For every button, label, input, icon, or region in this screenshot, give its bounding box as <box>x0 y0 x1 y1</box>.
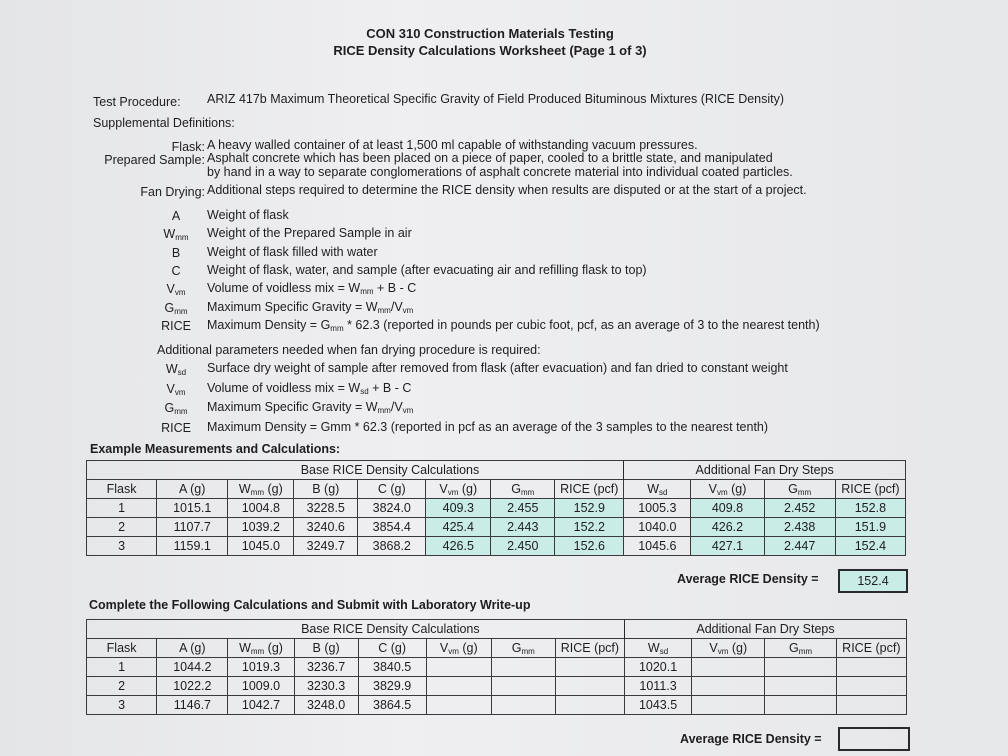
column-header: $G_{mm}$ <box>765 639 836 658</box>
table-cell: 2 <box>87 518 157 537</box>
table-cell: 3248.0 <box>294 696 358 715</box>
definition-text: Additional steps required to determine the RICE density when results are disputed or at the start of a project. <box>207 183 807 197</box>
column-header: RICE (pcf) <box>835 480 905 499</box>
symbol-description: Weight of the Prepared Sample in air <box>207 226 412 241</box>
column-header: C (g) <box>358 639 426 658</box>
column-header: $G_{mm}$ <box>764 480 835 499</box>
column-header: $V_{vm}$ (g) <box>426 480 491 499</box>
table-cell: 427.1 <box>691 537 764 556</box>
table-cell: 1045.6 <box>624 537 691 556</box>
table-cell: 3829.9 <box>358 677 426 696</box>
symbol-label: $G_{mm}$ <box>164 401 188 416</box>
table-cell: 3864.5 <box>358 696 426 715</box>
table-cell[interactable] <box>426 658 491 677</box>
table-cell: 3228.5 <box>294 499 358 518</box>
symbol-label: $G_{mm}$ <box>164 300 188 316</box>
example-average-value: 152.4 <box>838 569 908 593</box>
column-header: $V_{vm}$ (g) <box>691 480 764 499</box>
symbol-description: Volume of voidless mix = $W_{mm} + B - C$ <box>207 281 417 297</box>
definition-term: Fan Drying: <box>140 185 205 199</box>
table-cell: 151.9 <box>835 518 905 537</box>
column-header: RICE (pcf) <box>836 639 906 658</box>
table-cell: 1045.0 <box>228 537 294 556</box>
table-cell: 426.5 <box>426 537 491 556</box>
symbol-description: Maximum Specific Gravity = $W_{mm}/V_{vm}$ <box>207 299 414 315</box>
symbol-description: Volume of voidless mix = $W_{sd} + B - C$ <box>207 380 412 396</box>
column-header: RICE (pcf) <box>555 480 624 499</box>
course-title: CON 310 Construction Materials Testing <box>366 26 614 41</box>
symbol-label: $W_{mm}$ <box>163 227 189 243</box>
table-cell: 3240.6 <box>294 518 358 537</box>
symbol-label: RICE <box>161 318 191 333</box>
table-cell: 1019.3 <box>228 658 294 677</box>
table-cell[interactable] <box>765 677 836 696</box>
table-cell[interactable] <box>692 658 765 677</box>
column-header: $G_{mm}$ <box>491 480 555 499</box>
column-header: B (g) <box>294 480 358 499</box>
table-cell: 152.9 <box>555 499 624 518</box>
base-calculations-title: Base RICE Density Calculations <box>157 461 624 480</box>
fan-dry-title: Additional Fan Dry Steps <box>625 620 907 639</box>
column-header: Flask <box>87 480 157 499</box>
table-cell[interactable] <box>836 658 906 677</box>
column-header: A (g) <box>157 639 228 658</box>
example-table <box>86 460 906 556</box>
column-header: B (g) <box>294 639 358 658</box>
table-row <box>87 658 907 677</box>
column-header: $V_{vm}$ (g) <box>426 639 491 658</box>
symbol-label: A <box>171 209 181 223</box>
table-row <box>87 499 906 518</box>
symbol-description: Weight of flask <box>207 208 289 222</box>
symbol-label: $V_{vm}$ <box>166 381 186 397</box>
table-cell[interactable] <box>692 696 765 715</box>
symbol-label: C <box>171 263 181 278</box>
column-header: C (g) <box>358 480 426 499</box>
table-row <box>87 518 906 537</box>
table-cell: 1042.7 <box>228 696 294 715</box>
example-average-label: Average RICE Density = <box>677 572 819 586</box>
table-cell: 2.452 <box>764 499 835 518</box>
table-cell: 1011.3 <box>625 677 692 696</box>
table-cell: 1009.0 <box>228 677 294 696</box>
table-cell: 1040.0 <box>624 518 691 537</box>
column-header: Flask <box>87 639 157 658</box>
symbol-label: RICE <box>161 420 191 435</box>
fan-dry-title: Additional Fan Dry Steps <box>624 461 906 480</box>
table-cell: 2.450 <box>491 537 555 556</box>
column-header: $W_{mm}$ (g) <box>228 639 294 658</box>
symbol-label: B <box>171 245 181 260</box>
table-cell: 1004.8 <box>228 499 294 518</box>
definition-text: A heavy walled container of at least 1,500 ml capable of withstanding vacuum pressures. <box>207 138 698 152</box>
definition-text: Asphalt concrete which has been placed on a piece of paper, cooled to a brittle state, and manipulated <box>207 151 773 165</box>
table-cell: 1 <box>87 658 157 677</box>
symbol-description: Maximum Density = Gmm * 62.3 (reported in pcf as an average of the 3 samples to the nearest tenth) <box>207 419 769 434</box>
column-header: A (g) <box>157 480 228 499</box>
symbol-description: Weight of flask filled with water <box>207 244 378 259</box>
table-cell[interactable] <box>491 658 555 677</box>
symbol-description: Weight of flask, water, and sample (after evacuating air and refilling flask to top) <box>207 262 647 277</box>
example-heading: Example Measurements and Calculations: <box>90 442 341 456</box>
table-cell: 1 <box>87 499 157 518</box>
complete-table <box>86 619 907 715</box>
symbol-label: $V_{vm}$ <box>166 282 186 298</box>
table-cell: 152.2 <box>555 518 624 537</box>
table-cell: 3236.7 <box>294 658 358 677</box>
table-cell: 1039.2 <box>228 518 294 537</box>
table-cell: 1107.7 <box>157 518 228 537</box>
complete-heading: Complete the Following Calculations and Submit with Laboratory Write-up <box>89 598 531 612</box>
table-cell: 3854.4 <box>358 518 426 537</box>
worksheet-title: RICE Density Calculations Worksheet (Page 1 of 3) <box>333 43 647 58</box>
table-cell: 409.3 <box>426 499 491 518</box>
table-row <box>87 677 907 696</box>
table-cell[interactable] <box>426 677 491 696</box>
complete-average-input[interactable] <box>838 727 910 751</box>
table-cell: 1020.1 <box>625 658 692 677</box>
header-spacer <box>87 620 157 639</box>
procedure-text: ARIZ 417b Maximum Theoretical Specific Gravity of Field Produced Bituminous Mixtures (RICE Density) <box>207 92 785 106</box>
column-header: $W_{sd}$ <box>625 639 692 658</box>
column-header: $W_{mm}$ (g) <box>228 480 294 499</box>
definition-term: Flask: <box>171 140 205 154</box>
table-cell: 3840.5 <box>358 658 426 677</box>
header-spacer <box>87 461 157 480</box>
table-cell: 3249.7 <box>294 537 358 556</box>
table-cell[interactable] <box>836 696 906 715</box>
table-cell: 2.447 <box>764 537 835 556</box>
table-cell: 2.438 <box>764 518 835 537</box>
table-cell[interactable] <box>692 677 765 696</box>
table-row <box>87 696 907 715</box>
table-cell: 2.455 <box>491 499 555 518</box>
table-cell: 409.8 <box>691 499 764 518</box>
table-cell: 1146.7 <box>157 696 228 715</box>
table-cell: 425.4 <box>426 518 491 537</box>
supplemental-label: Supplemental Definitions: <box>93 116 235 130</box>
definition-term: Prepared Sample: <box>104 153 205 167</box>
table-cell[interactable] <box>555 677 624 696</box>
column-header: $W_{sd}$ <box>624 480 691 499</box>
symbol-description: Maximum Density = $G_{mm} * 62.3$ (reported in pounds per cubic foot, pcf, as an average of 3 to the nearest tenth) <box>207 317 820 333</box>
table-row <box>87 537 906 556</box>
table-cell: 1005.3 <box>624 499 691 518</box>
table-cell[interactable] <box>555 658 624 677</box>
symbol-description: Maximum Specific Gravity = $W_{mm}/V_{vm}$ <box>207 400 414 415</box>
table-cell: 1044.2 <box>157 658 228 677</box>
fan-drying-intro: Additional parameters needed when fan drying procedure is required: <box>157 343 541 357</box>
table-cell: 3824.0 <box>358 499 426 518</box>
table-cell[interactable] <box>426 696 491 715</box>
table-cell: 2 <box>87 677 157 696</box>
table-cell: 3 <box>87 537 157 556</box>
table-cell: 1159.1 <box>157 537 228 556</box>
column-header: RICE (pcf) <box>555 639 624 658</box>
table-cell[interactable] <box>555 696 624 715</box>
column-header: $G_{mm}$ <box>491 639 555 658</box>
table-cell: 152.8 <box>835 499 905 518</box>
table-cell: 426.2 <box>691 518 764 537</box>
base-calculations-title: Base RICE Density Calculations <box>157 620 625 639</box>
table-cell[interactable] <box>765 696 836 715</box>
table-cell[interactable] <box>765 658 836 677</box>
column-header: $V_{vm}$ (g) <box>692 639 765 658</box>
table-cell: 152.6 <box>555 537 624 556</box>
symbol-description: Surface dry weight of sample after removed from flask (after evacuation) and fan dried to constant weight <box>207 361 788 375</box>
table-cell: 2.443 <box>491 518 555 537</box>
table-cell: 1043.5 <box>625 696 692 715</box>
table-cell: 1015.1 <box>157 499 228 518</box>
table-cell[interactable] <box>836 677 906 696</box>
table-cell[interactable] <box>491 677 555 696</box>
table-cell[interactable] <box>491 696 555 715</box>
definition-text: by hand in a way to separate conglomerations of asphalt concrete material into individual coated particles. <box>207 165 793 179</box>
table-cell: 3868.2 <box>358 537 426 556</box>
table-cell: 3 <box>87 696 157 715</box>
procedure-label: Test Procedure: <box>93 95 181 109</box>
table-cell: 3230.3 <box>294 677 358 696</box>
table-cell: 1022.2 <box>157 677 228 696</box>
table-cell: 152.4 <box>835 537 905 556</box>
symbol-label: $W_{sd}$ <box>165 362 187 377</box>
complete-average-label: Average RICE Density = <box>680 732 822 746</box>
